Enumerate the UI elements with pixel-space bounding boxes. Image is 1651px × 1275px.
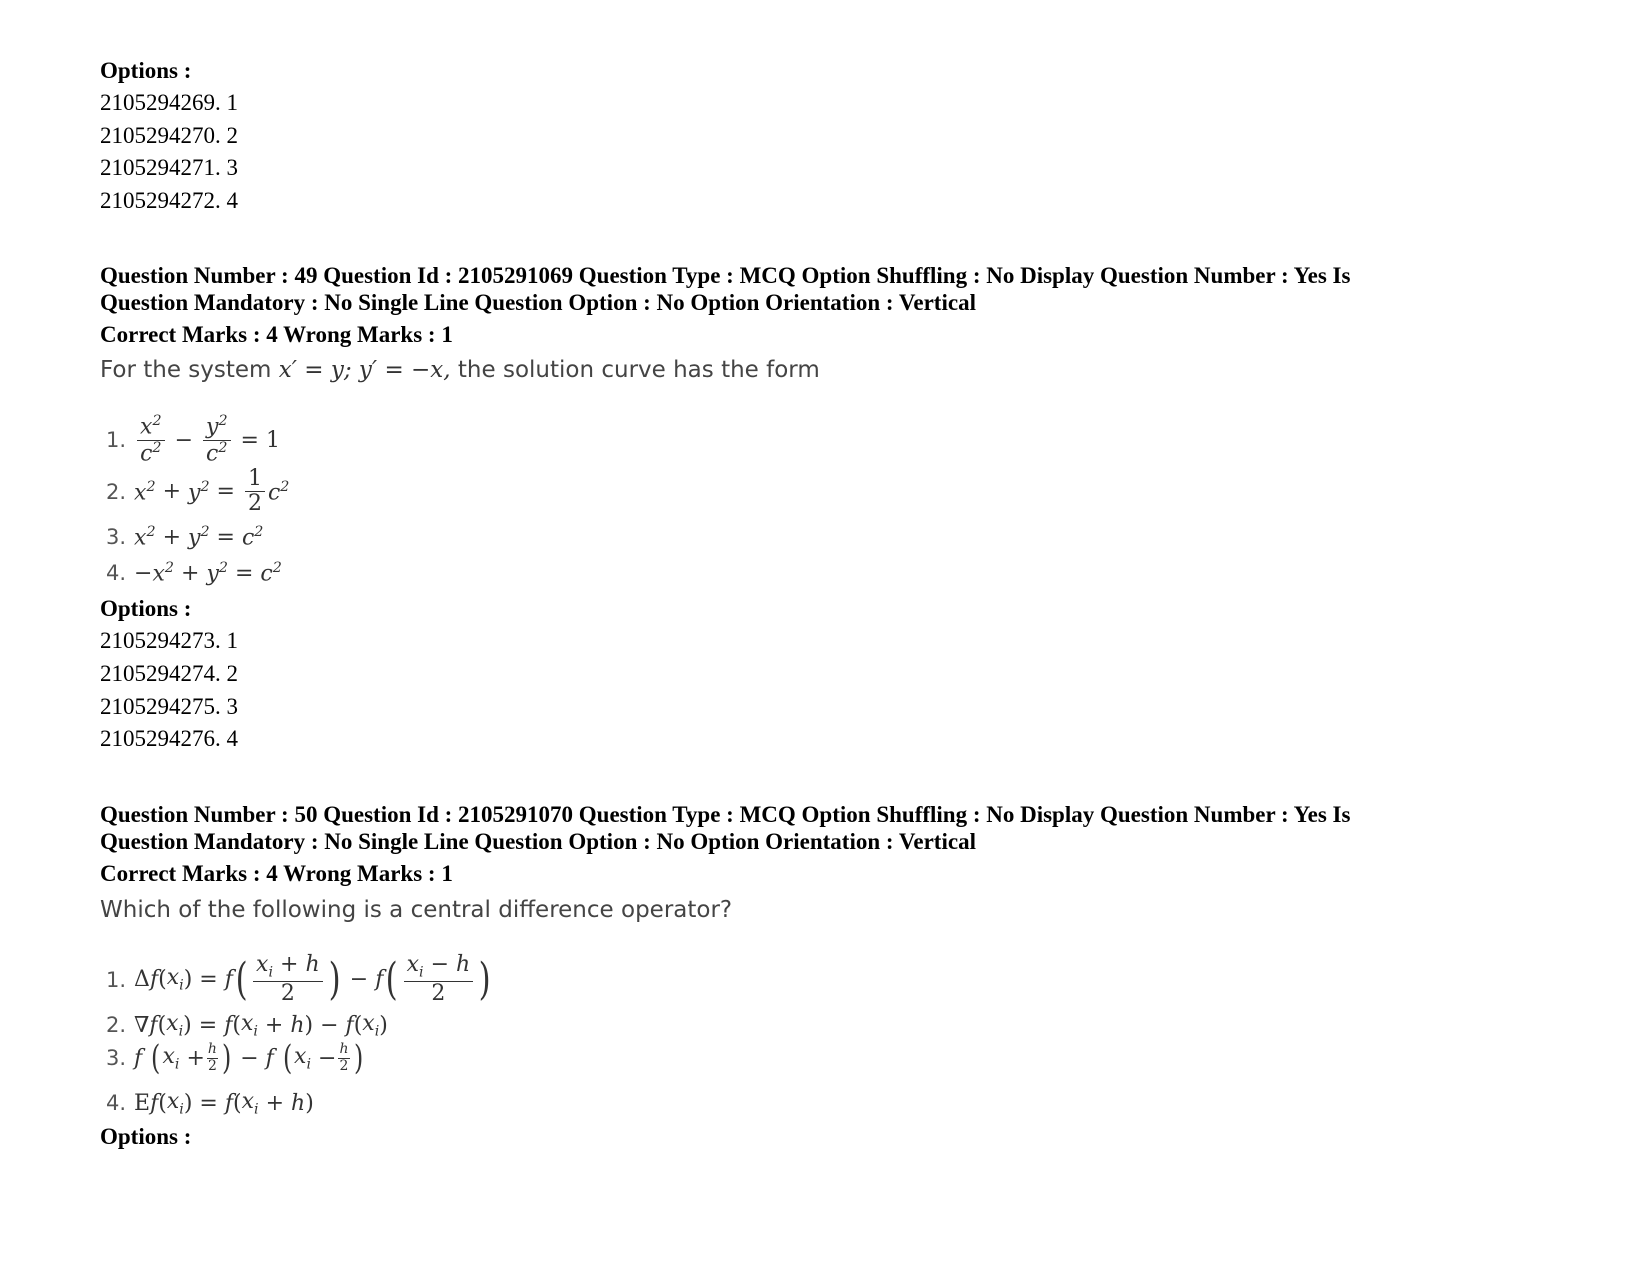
stem-math: x′ = y; y′ = −x, [278,357,451,383]
question-marks: Correct Marks : 4 Wrong Marks : 1 [100,322,453,347]
options-label: Options : [100,58,192,83]
choice-2: 2. ∇ f ( $x_i$ ) = f ( $x_i$ + h ) − f ( $x_i$ ) [106,1011,388,1040]
option-id: 2105294272. 4 [100,188,238,213]
question-header: Question Number : 49 Question Id : 2105291069 Question Type : MCQ Option Shuffling : No Display Question Number : Yes Is [100,263,1351,288]
options-label: Options : [100,1124,192,1149]
choice-number: 1. [106,428,127,453]
options-label: Options : [100,596,192,621]
option-id: 2105294271. 3 [100,155,238,180]
choice-4: 4. − $x^2$ + $y^2$ = $c^2$ [106,560,282,587]
choice-number: 1. [106,967,127,992]
question-header: Question Number : 50 Question Id : 2105291070 Question Type : MCQ Option Shuffling : No Display Question Number : Yes Is [100,802,1351,827]
option-id: 2105294269. 1 [100,90,238,115]
choice-number: 3. [106,1046,127,1070]
option-id: 2105294273. 1 [100,628,238,653]
question-stem [100,357,820,383]
choice-3: 3. f ( $x_i$ + $\frac{h}{2}$ ) − f ( $x_i$ − $\frac{h}{2}$ ) [106,1038,363,1078]
choice-number: 2. [106,479,127,504]
question-stem: Which of the following is a central difference operator? [100,897,733,923]
question-marks: Correct Marks : 4 Wrong Marks : 1 [100,861,453,886]
option-id: 2105294270. 2 [100,123,238,148]
choice-1: 1. $\frac{x^2}{c^2}$ − $\frac{y^2}{c^2}$ = 1 [106,413,280,466]
option-id: 2105294275. 3 [100,694,238,719]
choice-1: 1. Δ f ( $x_i$ ) = f ( $\frac{x_i + h}{2}$ ) − f ( $\frac{x_i - h}{2}$ ) [106,952,491,1007]
choice-3: 3. $x^2$ + $y^2$ = $c^2$ [106,524,264,551]
choice-4: 4. E f ( $x_i$ ) = f ( $x_i$ + h ) [106,1089,314,1118]
option-id: 2105294276. 4 [100,726,238,751]
question-header: Question Mandatory : No Single Line Question Option : No Option Orientation : Vertical [100,829,976,854]
choice-number: 3. [106,525,127,550]
stem-text: the solution curve has the form [457,357,820,383]
choice-number: 4. [106,561,127,586]
choice-number: 2. [106,1013,127,1038]
question-header: Question Mandatory : No Single Line Question Option : No Option Orientation : Vertical [100,290,976,315]
option-id: 2105294274. 2 [100,661,238,686]
choice-2: 2. $x^2$ + $y^2$ = $\frac{1}{2}$ $c^2$ [106,466,290,517]
choice-number: 4. [106,1091,127,1116]
stem-text: For the system [100,357,272,383]
